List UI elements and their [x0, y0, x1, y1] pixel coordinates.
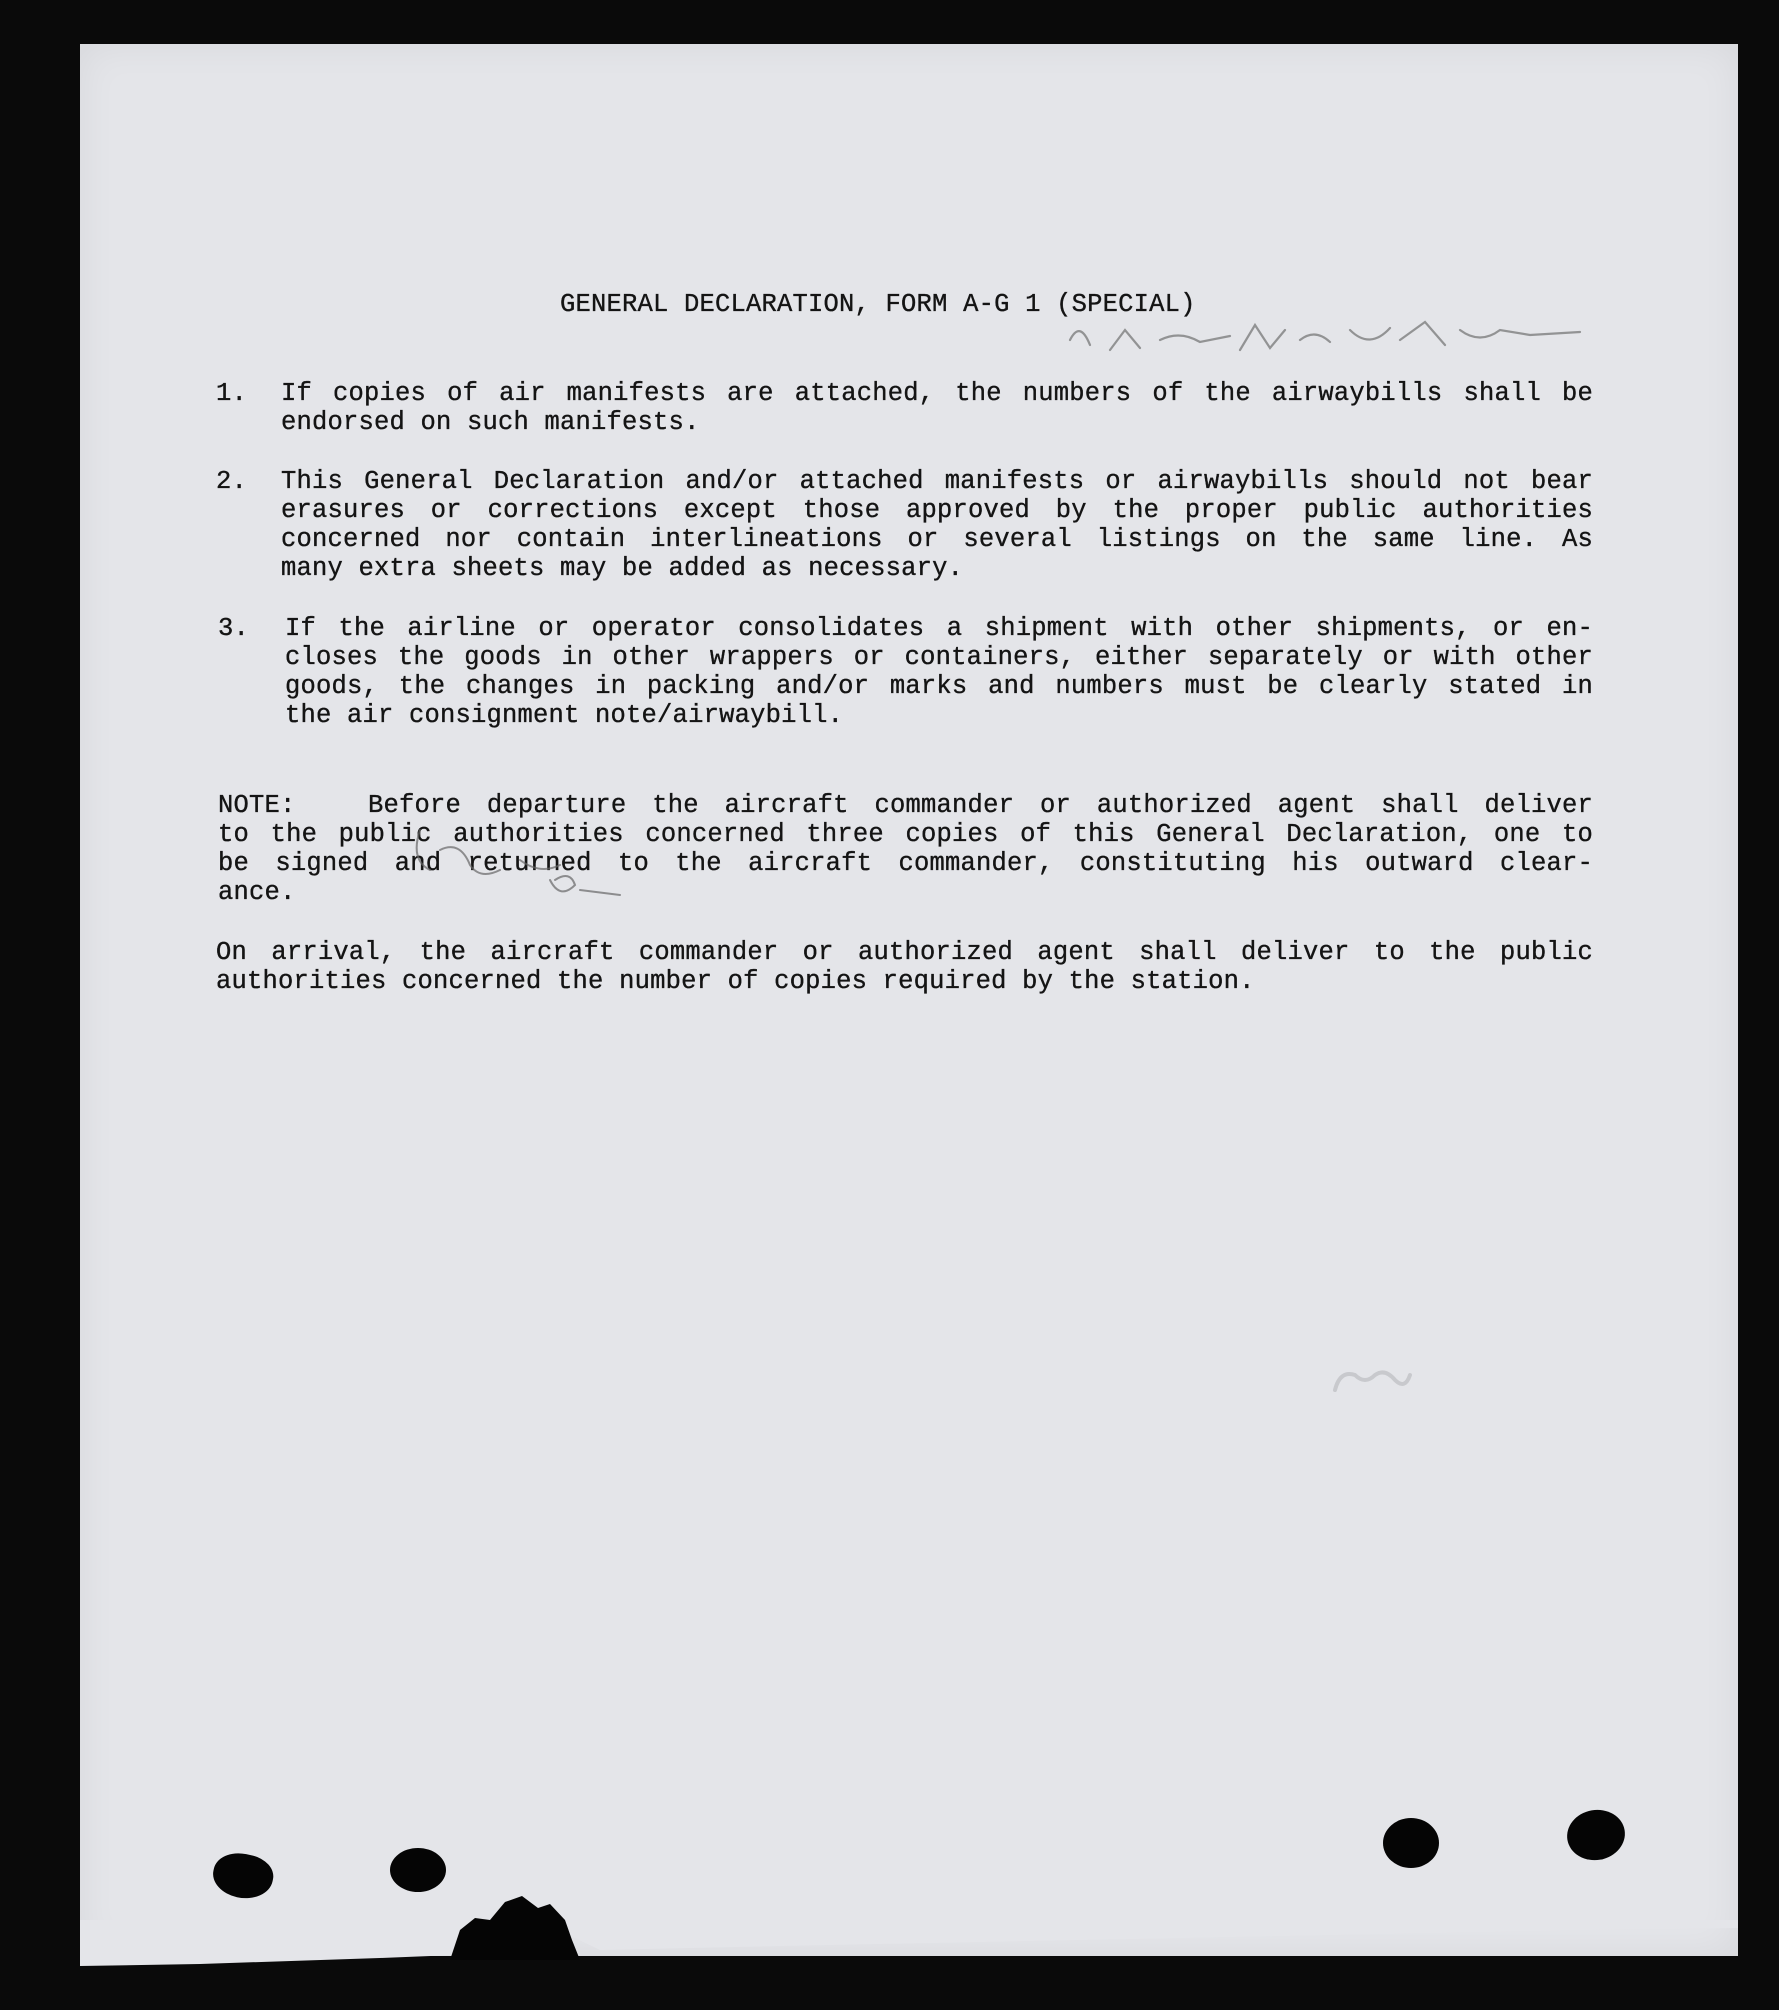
- text-line: closes the goods in other wrappers or containers, either separately or with other: [285, 643, 1593, 672]
- text-line: be signed and returned to the aircraft commander, constituting his outward clear-: [218, 849, 1593, 878]
- item-2-text: [281, 467, 1593, 583]
- arrival-paragraph: [216, 938, 1593, 996]
- item-3-text: [285, 614, 1593, 730]
- punch-hole: [390, 1848, 446, 1892]
- note-label: NOTE:: [218, 791, 296, 820]
- note-paragraph: [218, 791, 1593, 907]
- text-line: concerned nor contain interlineations or several listings on the same line. As: [281, 525, 1593, 554]
- text-line: many extra sheets may be added as necessary.: [281, 554, 964, 583]
- note-first-line: [218, 791, 1593, 820]
- text-line: Before departure the aircraft commander or authorized agent shall deliver: [368, 791, 1593, 820]
- form-title: GENERAL DECLARATION, FORM A-G 1 (SPECIAL): [560, 290, 1196, 319]
- punch-hole: [1383, 1818, 1439, 1868]
- text-line: authorities concerned the number of copies required by the station.: [216, 967, 1255, 996]
- item-number: 1.: [216, 379, 248, 408]
- item-number: 3.: [218, 614, 250, 643]
- paper-sheet: [80, 44, 1738, 1956]
- text-line: endorsed on such manifests.: [281, 408, 700, 437]
- item-1-text: [281, 379, 1593, 437]
- text-line: If the airline or operator consolidates a shipment with other shipments, or en-: [285, 614, 1593, 643]
- text-line: If copies of air manifests are attached, the numbers of the airwaybills shall be: [281, 379, 1593, 408]
- text-line: erasures or corrections except those approved by the proper public authorities: [281, 496, 1593, 525]
- text-line: the air consignment note/airwaybill.: [285, 701, 844, 730]
- text-line: ance.: [218, 878, 296, 907]
- text-line: to the public authorities concerned three copies of this General Declaration, one to: [218, 820, 1593, 849]
- text-line: goods, the changes in packing and/or marks and numbers must be clearly stated in: [285, 672, 1593, 701]
- text-line: This General Declaration and/or attached manifests or airwaybills should not bear: [281, 467, 1593, 496]
- text-line: On arrival, the aircraft commander or authorized agent shall deliver to the public: [216, 938, 1593, 967]
- item-number: 2.: [216, 467, 248, 496]
